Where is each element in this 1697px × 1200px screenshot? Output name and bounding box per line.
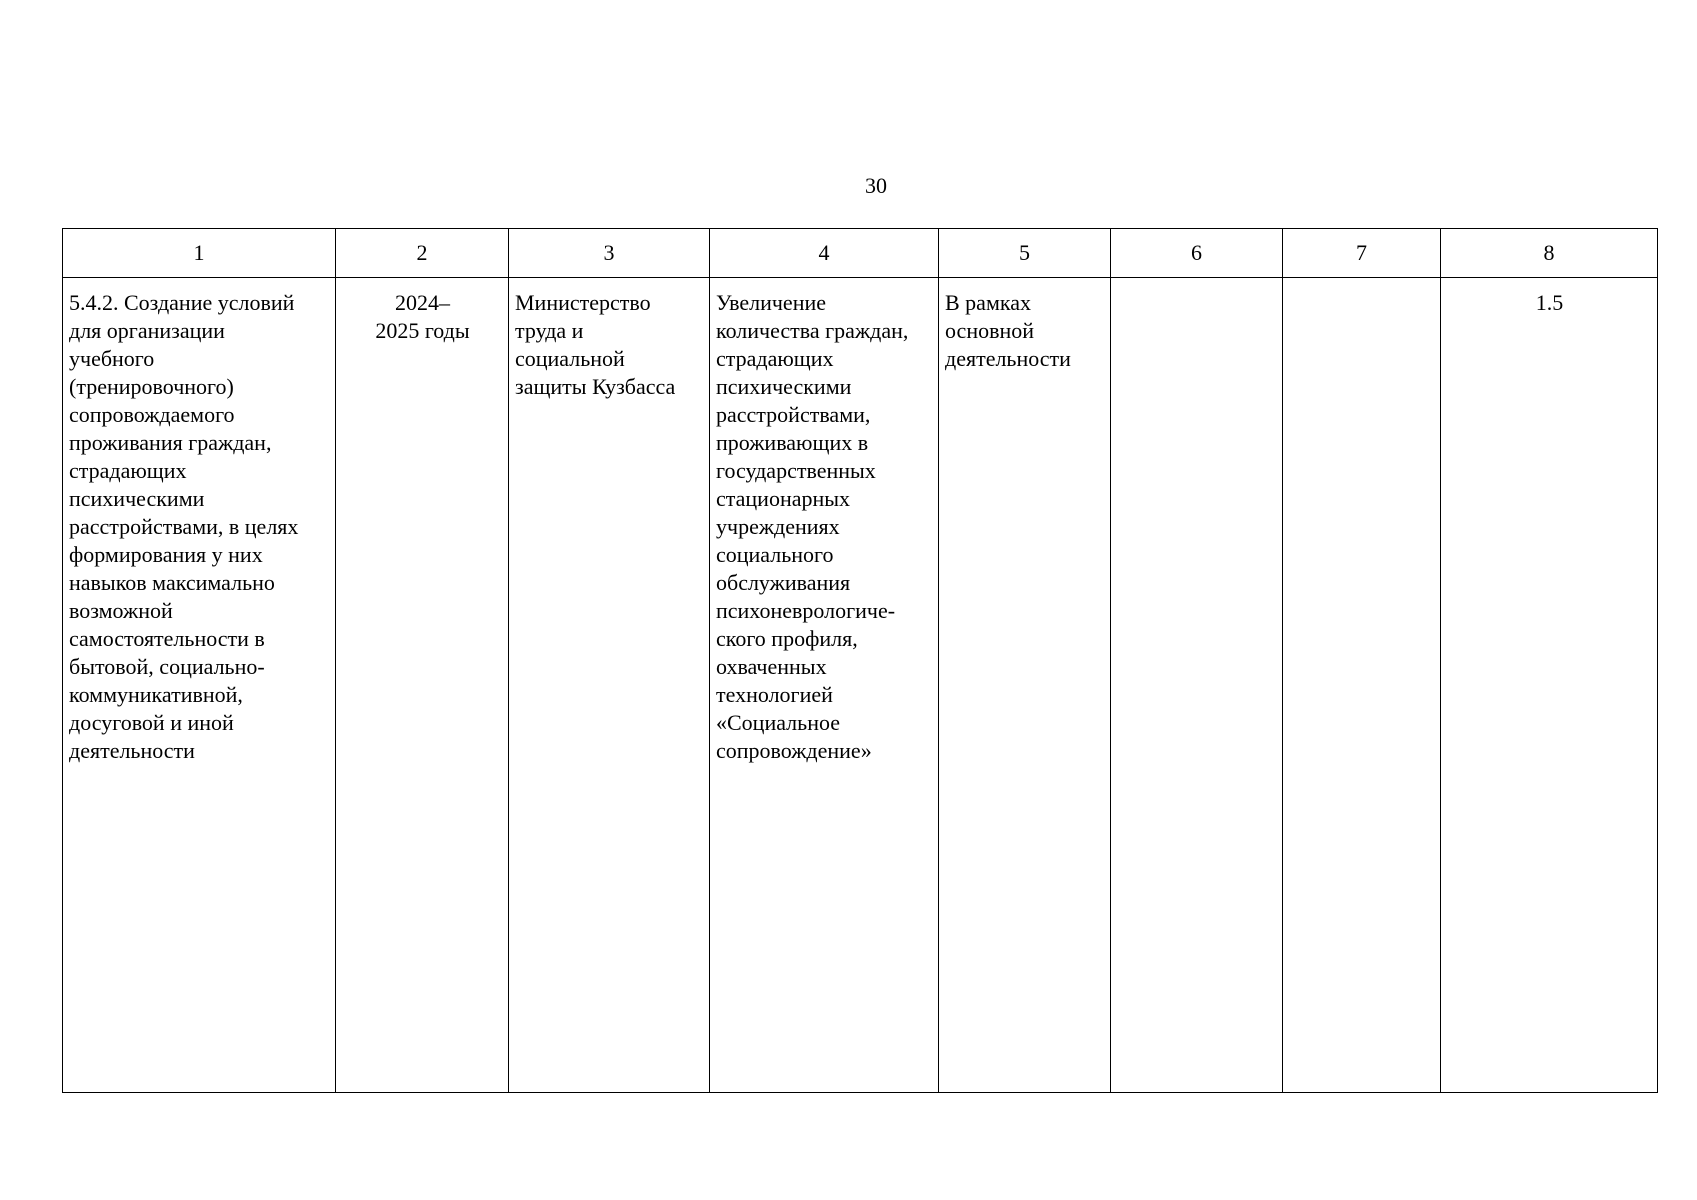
executor-cell xyxy=(509,278,710,1093)
table-row xyxy=(63,278,1658,1093)
col8-text: 1.5 xyxy=(1535,290,1564,315)
result-text: Увеличение количества граждан, страдающих психическими расстройствами, проживающих в государственных стационарных учреждениях социального обслуживания психоневрологиче- ского профиля, охваченных технологией «Социальное сопровождение» xyxy=(716,290,909,763)
period-text: 2024– 2025 годы xyxy=(375,290,470,343)
header-cell-2: 2 xyxy=(336,229,509,278)
header-cell-7: 7 xyxy=(1283,229,1441,278)
executor-text: Министерство труда и социальной защиты Кузбасса xyxy=(515,290,676,399)
page-number: 30 xyxy=(865,173,887,198)
measure-cell xyxy=(63,278,336,1093)
header-cell-6: 6 xyxy=(1111,229,1283,278)
funding-text: В рамках основной деятельности xyxy=(945,290,1071,371)
col8-cell xyxy=(1441,278,1658,1093)
col7-cell xyxy=(1283,278,1441,1093)
header-cell-5: 5 xyxy=(939,229,1111,278)
result-cell xyxy=(710,278,939,1093)
header-cell-8: 8 xyxy=(1441,229,1658,278)
header-cell-1: 1 xyxy=(63,229,336,278)
header-cell-4: 4 xyxy=(710,229,939,278)
header-cell-3: 3 xyxy=(509,229,710,278)
period-cell xyxy=(336,278,509,1093)
col6-cell xyxy=(1111,278,1283,1093)
funding-cell xyxy=(939,278,1111,1093)
measures-table xyxy=(62,228,1658,1093)
table-header-row xyxy=(63,229,1658,278)
measure-text: 5.4.2. Создание условий для организации учебного (тренировочного) сопровождаемого проживания граждан, страдающих психическими расстройствами, в целях формирования у них навыков максимально возможной самостоятельности в бытовой, социально- коммуникативной, досуговой и иной деятельности xyxy=(69,290,299,763)
